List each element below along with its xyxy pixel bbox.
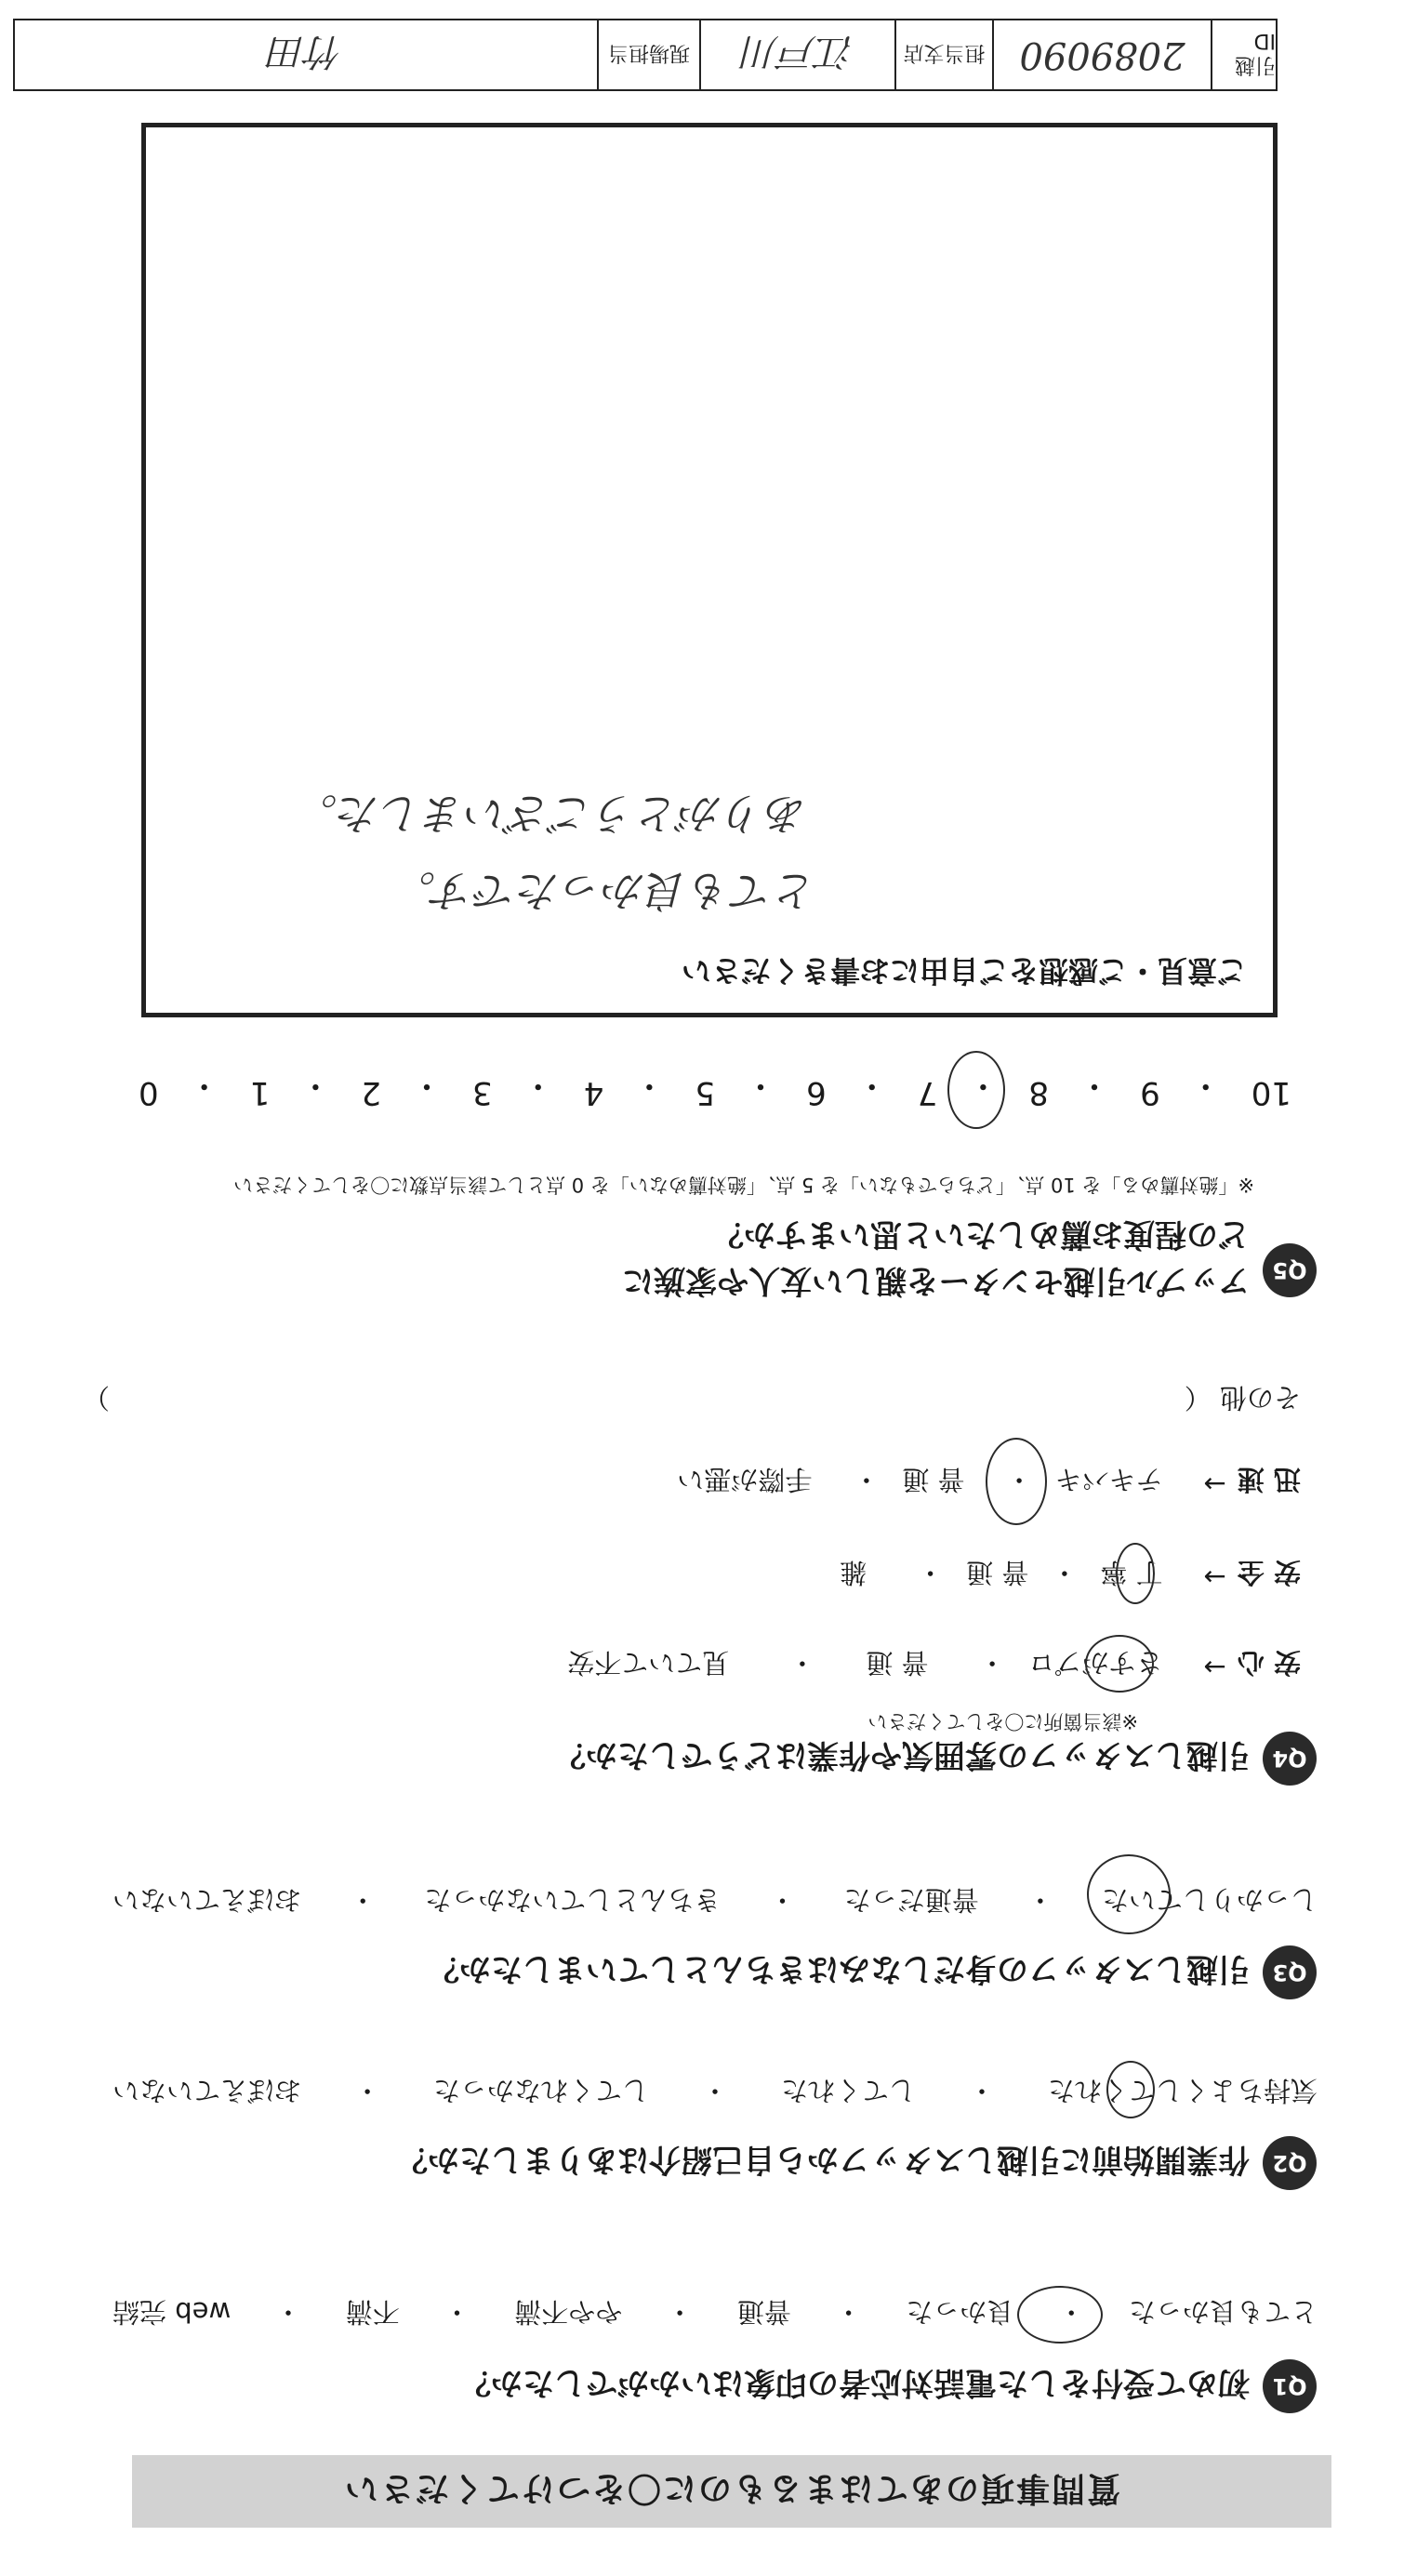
id-value: 2089090 (992, 20, 1211, 89)
q5-selection-circle (947, 1051, 1005, 1129)
q4-option[interactable]: 普 通 (966, 1557, 1029, 1588)
q1-option[interactable]: 良かった (906, 2296, 1014, 2328)
q4-option[interactable]: さすがプロ (1027, 1647, 1163, 1679)
arrow-icon: → (1203, 1652, 1226, 1683)
q4-other-row (83, 1380, 1301, 1418)
comment-box[interactable] (141, 123, 1278, 1017)
q4-row-anzen: 安 全 → 丁 寧 ・ 普 通 ・ 雑 (828, 1555, 1301, 1593)
q1-option[interactable]: 普通 (736, 2296, 791, 2328)
score-option[interactable]: 5 (695, 1074, 716, 1111)
score-option[interactable]: 9 (1140, 1074, 1160, 1111)
q4-row-label: 迅 速 (1237, 1464, 1301, 1495)
q4-other-close: ） (83, 1382, 111, 1414)
q1-selection-circle (1017, 2286, 1103, 2344)
score-option[interactable]: 6 (806, 1074, 827, 1111)
q1-option[interactable]: とても良かった (1128, 2296, 1318, 2328)
arrow-icon: → (1203, 1561, 1226, 1593)
score-option[interactable]: 7 (917, 1074, 938, 1111)
q4-option[interactable]: 普 通 (902, 1464, 965, 1495)
q4-other-label: その他 （ (1184, 1382, 1301, 1414)
q1-option[interactable]: 不満 (345, 2296, 400, 2328)
score-option[interactable]: 1 (249, 1074, 271, 1111)
q4-question: 引越しスタッフの雰囲気や作業はどうでしたか？ (554, 1736, 1250, 1773)
q2-option[interactable]: おぼえていない (113, 2075, 302, 2106)
q1-options: とても良かった ・ 良かった ・ 普通 ・ やや不満 ・ 不満 ・ web 完結 (101, 2294, 1329, 2332)
q4-option[interactable]: 見ていて不安 (567, 1647, 730, 1679)
q3-option[interactable]: しっかりしていた (1101, 1884, 1318, 1916)
q2-options: 気持ちよくしてくれた ・ してくれた ・ してくれなかった ・ おぼえていない (101, 2073, 1329, 2111)
q3-badge: Q3 (1263, 1945, 1317, 1999)
q2-option[interactable]: 気持ちよくしてくれた (1047, 2075, 1318, 2106)
q4-option[interactable]: 普 通 (866, 1647, 929, 1679)
q4-jinsoku-selection-circle (986, 1438, 1047, 1525)
branch-value: 江戸川 (699, 20, 894, 89)
arrow-icon: → (1203, 1468, 1226, 1500)
q1-option[interactable]: web 完結 (113, 2296, 232, 2328)
q5-score-row: 10 ・ 9 ・ 8 ・ 7 ・ 6 ・ 5 ・ 4 ・ 3 ・ 2 ・ 1 ・ 0 (139, 1067, 1291, 1111)
q4-row-label: 安 心 (1237, 1647, 1301, 1679)
q5-badge: Q5 (1263, 1243, 1317, 1297)
q2-option[interactable]: してくれた (781, 2075, 917, 2106)
q5-note: ※「絶対薦める」を 10 点、「どちらでもない」を 5 点、「絶対薦めない」を 0 点として該当点数に〇をしてください (233, 1174, 1254, 1196)
branch-label: 担当支店 (894, 20, 992, 89)
q2-selection-circle (1106, 2061, 1155, 2118)
q4-badge: Q4 (1263, 1732, 1317, 1786)
q3-option[interactable]: おぼえていない (113, 1884, 302, 1916)
q3-options: しっかりしていた ・ 普通だった ・ きちんとしていなかった ・ おぼえていない (101, 1882, 1329, 1920)
score-option[interactable]: 10 (1251, 1074, 1291, 1111)
q4-row-anshin: 安 心 → さすがプロ ・ 普 通 ・ 見ていて不安 (556, 1645, 1301, 1683)
q4-option[interactable]: テキパキ (1054, 1464, 1163, 1495)
q3-question: 引越しスタッフの身だしなみはきちんとしていましたか？ (428, 1950, 1250, 1987)
q3-option[interactable]: 普通だった (843, 1884, 979, 1916)
handwritten-comment-line2: ありがとうございました。 (295, 789, 808, 839)
footer-info-table (13, 19, 1278, 91)
comment-title: ご意見・ご感想をご自由にお書きください (681, 953, 1247, 989)
q3-selection-circle (1087, 1854, 1171, 1934)
score-option[interactable]: 2 (361, 1074, 381, 1111)
q4-note: ※該当箇所に〇をしてください (867, 1710, 1138, 1733)
score-option[interactable]: 3 (472, 1074, 493, 1111)
handwritten-comment-line1: とても良かったです。 (392, 866, 817, 916)
instructions-banner (132, 2455, 1331, 2528)
q1-badge: Q1 (1263, 2359, 1317, 2413)
score-option[interactable]: 4 (583, 1074, 604, 1111)
q4-option[interactable]: 丁 寧 (1100, 1557, 1163, 1588)
staff-value: 竹田 (269, 30, 343, 73)
score-option[interactable]: 8 (1028, 1074, 1050, 1111)
q2-question: 作業開始前に引越しスタッフから自己紹介はありましたか？ (396, 2141, 1250, 2178)
q5-question-line2: どの程度お薦めしたいと思いますか？ (712, 1215, 1250, 1253)
q2-option[interactable]: してくれなかった (433, 2075, 650, 2106)
q3-option[interactable]: きちんとしていなかった (424, 1884, 722, 1916)
q4-option[interactable]: 雑 (840, 1557, 867, 1588)
score-option[interactable]: 0 (139, 1074, 159, 1111)
q1-question: 初めて受付をした電話対応者の印象はいかがでしたか？ (459, 2364, 1250, 2401)
id-label: 引越 ID (1211, 20, 1276, 89)
q4-option[interactable]: 手際が悪い (677, 1464, 813, 1495)
q4-anshin-selection-circle (1085, 1635, 1154, 1693)
q5-question-line1: アップル引越センターを親しい友人や家族に (622, 1262, 1250, 1299)
q4-row-jinsoku: 迅 速 → テキパキ ・ 普 通 ・ 手際が悪い (666, 1462, 1301, 1500)
q2-badge: Q2 (1263, 2136, 1317, 2190)
q4-anzen-selection-circle (1116, 1543, 1155, 1604)
banner-text: 質問事項のあてはまるものに〇をつけてください (343, 2469, 1121, 2508)
q4-row-label: 安 全 (1237, 1557, 1301, 1588)
staff-label: 現場担当 (597, 20, 699, 89)
q1-option[interactable]: やや不満 (514, 2296, 623, 2328)
